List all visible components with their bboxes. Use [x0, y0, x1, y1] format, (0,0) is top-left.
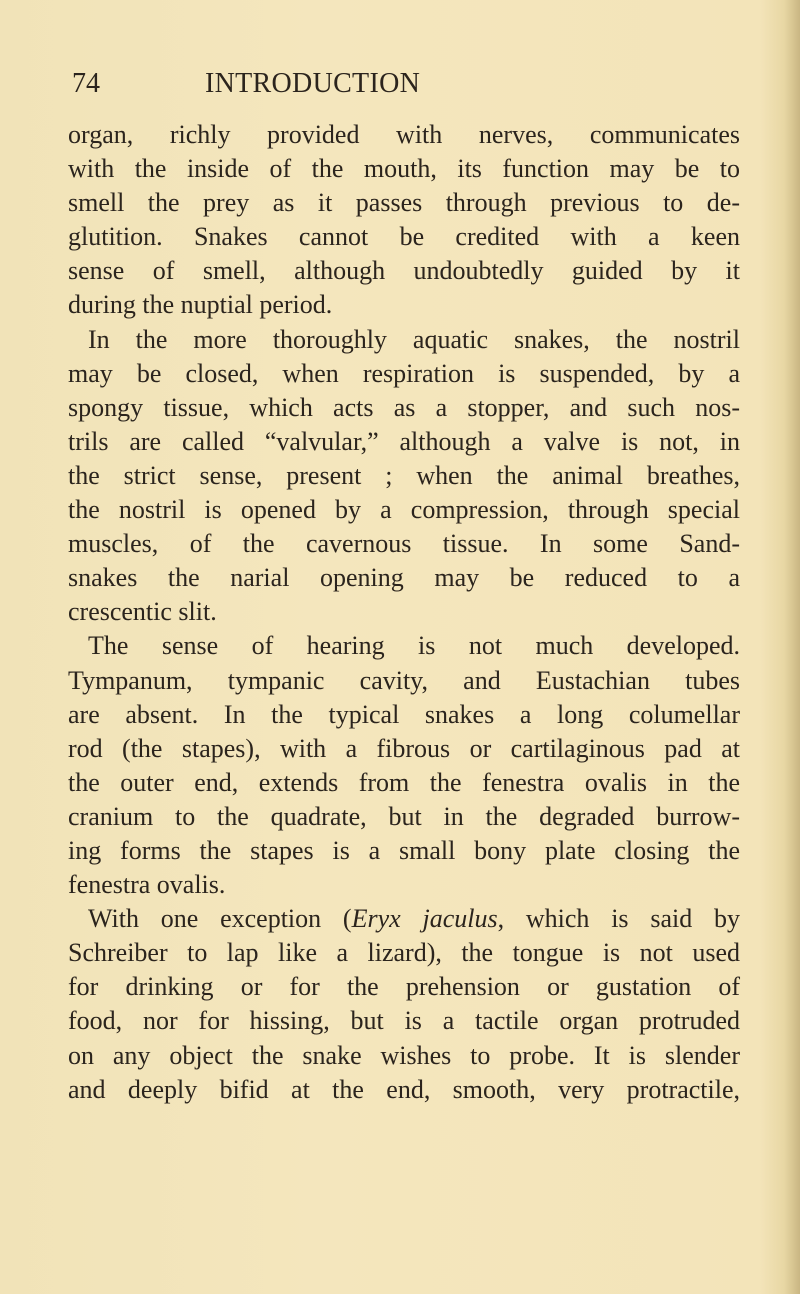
text-line: are absent. In the typical snakes a long columellar — [68, 699, 740, 729]
text-line: muscles, of the cavernous tissue. In some Sand- — [68, 529, 740, 559]
text-line: snakes the narial opening may be reduced to a — [68, 563, 740, 593]
text-line: sense of smell, although undoubtedly guided by it — [68, 256, 740, 286]
text-line: In the more thoroughly aquatic snakes, the nostril — [88, 324, 740, 354]
text-line: organ, richly provided with nerves, communicates — [68, 120, 740, 149]
text-line: cranium to the quadrate, but in the degraded burrow- — [68, 801, 740, 831]
text-line: during the nuptial period. — [68, 290, 333, 320]
text-line: and deeply bifid at the end, smooth, very protractile, — [68, 1074, 740, 1104]
text-line: rod (the stapes), with a fibrous or cartilaginous pad at — [68, 733, 740, 763]
text-line: smell the prey as it passes through previous to de- — [68, 188, 740, 218]
text-segment: , which is said by — [497, 904, 741, 934]
text-line: food, nor for hissing, but is a tactile organ protruded — [68, 1006, 740, 1036]
text-line — [68, 902, 740, 936]
italic-species-name: Eryx jaculus — [351, 904, 498, 934]
page-number: 74 — [72, 68, 100, 99]
text-line: glutition. Snakes cannot be credited with a keen — [68, 222, 740, 252]
text-line: fenestra ovalis. — [68, 870, 226, 900]
text-line: with the inside of the mouth, its function may be to — [68, 154, 740, 184]
body-text — [68, 118, 740, 1107]
text-line: trils are called “valvular,” although a valve is not, in — [68, 426, 740, 456]
text-line: Tympanum, tympanic cavity, and Eustachian tubes — [68, 665, 740, 695]
text-line: Schreiber to lap like a lizard), the tongue is not used — [68, 938, 740, 968]
text-line: for drinking or for the prehension or gustation of — [68, 972, 740, 1002]
running-header-title: INTRODUCTION — [205, 68, 421, 99]
text-segment: With one exception ( — [88, 904, 352, 934]
text-line: The sense of hearing is not much developed. — [88, 631, 740, 661]
text-line: may be closed, when respiration is suspended, by a — [68, 358, 740, 388]
text-line: the strict sense, present ; when the animal breathes, — [68, 460, 740, 490]
text-line: on any object the snake wishes to probe. It is slender — [68, 1040, 740, 1070]
text-line: spongy tissue, which acts as a stopper, and such nos- — [68, 392, 740, 422]
text-line: ing forms the stapes is a small bony plate closing the — [68, 835, 740, 865]
text-line: the nostril is opened by a compression, through special — [68, 495, 740, 525]
text-line: crescentic slit. — [68, 597, 217, 627]
text-line: the outer end, extends from the fenestra ovalis in the — [68, 767, 740, 797]
